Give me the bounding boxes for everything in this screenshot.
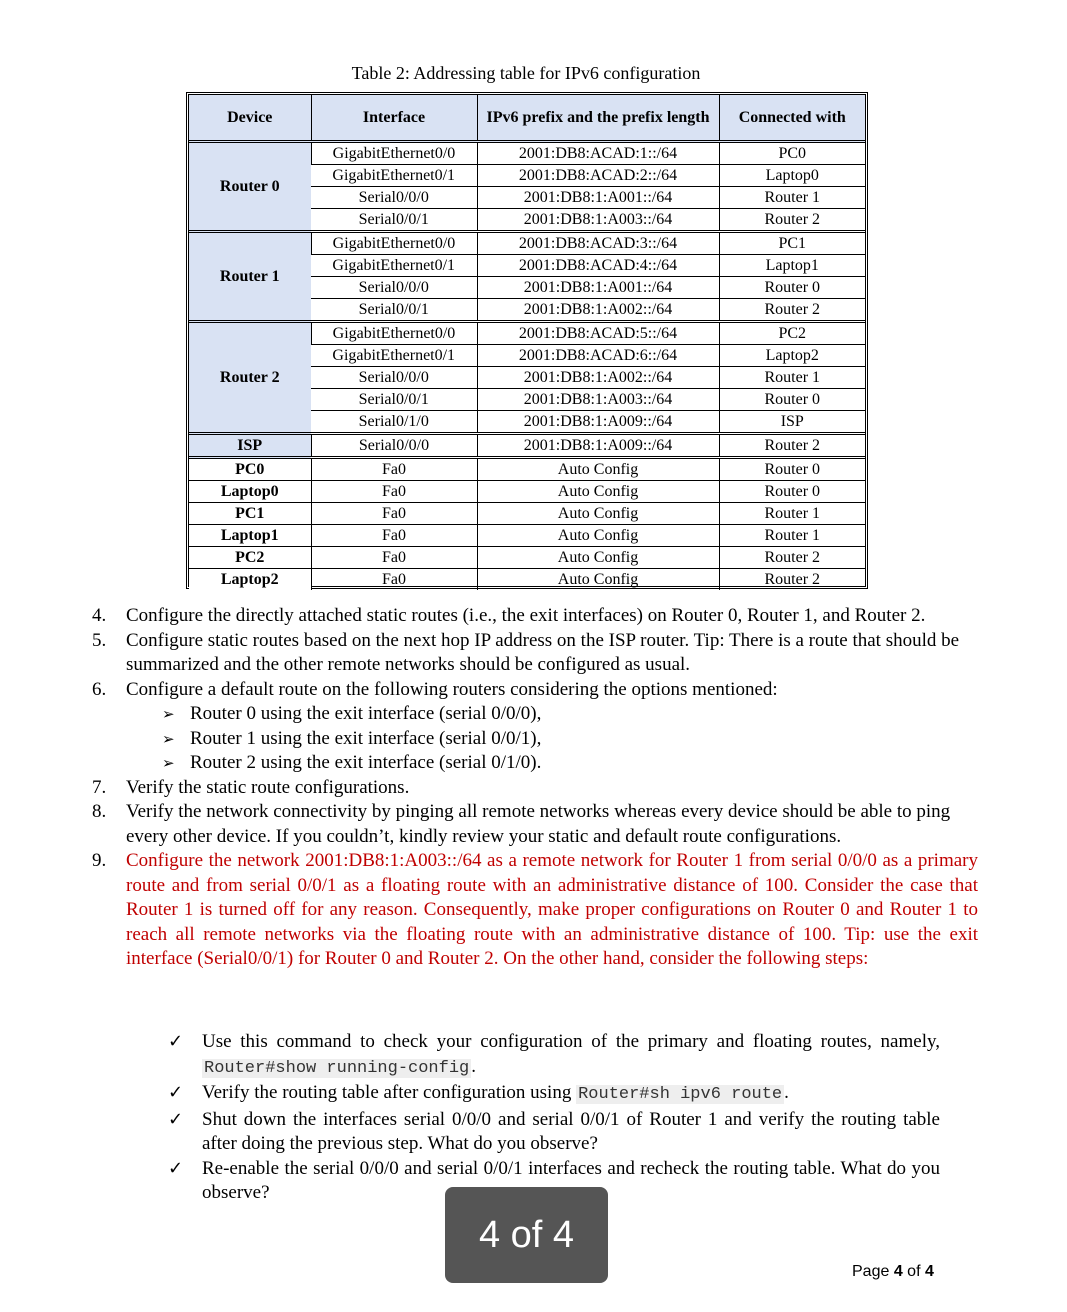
interface-cell: GigabitEthernet0/0 xyxy=(311,232,477,255)
footer-total: 4 xyxy=(924,1263,934,1280)
connected-cell: Router 1 xyxy=(719,187,865,209)
arrow-bullet-icon: ➢ xyxy=(162,754,175,772)
table-row xyxy=(189,481,865,503)
interface-cell: Serial0/0/1 xyxy=(311,299,477,322)
prefix-cell: 2001:DB8:1:A002::/64 xyxy=(477,367,719,389)
prefix-cell: Auto Config xyxy=(477,569,719,591)
interface-cell: Serial0/0/0 xyxy=(311,367,477,389)
prefix-cell: 2001:DB8:ACAD:4::/64 xyxy=(477,255,719,277)
instruction-number: 5. xyxy=(92,629,107,651)
device-cell: PC0 xyxy=(189,458,311,481)
instruction-item xyxy=(92,800,978,849)
device-cell: PC1 xyxy=(189,503,311,525)
checkmark-icon: ✓ xyxy=(168,1082,184,1103)
connected-cell: Router 1 xyxy=(719,367,865,389)
footer-current: 4 xyxy=(893,1263,903,1280)
device-cell: Laptop1 xyxy=(189,525,311,547)
device-cell: Router 2 xyxy=(189,322,311,434)
instruction-text: Verify the network connectivity by pinging all remote networks whereas every device should be able to ping every other device. If you couldn’t, kindly review your static and default route configurations. xyxy=(126,801,951,847)
check-text-end: . xyxy=(471,1055,476,1077)
device-cell: Laptop2 xyxy=(189,569,311,591)
table-row xyxy=(189,142,865,165)
interface-cell: GigabitEthernet0/1 xyxy=(311,255,477,277)
arrow-bullet-icon: ➢ xyxy=(162,705,175,723)
prefix-cell: Auto Config xyxy=(477,503,719,525)
page-indicator-overlay: 4 of 4 xyxy=(445,1187,608,1283)
prefix-cell: 2001:DB8:1:A001::/64 xyxy=(477,277,719,299)
prefix-cell: Auto Config xyxy=(477,458,719,481)
instruction-item xyxy=(92,849,978,972)
sub-list xyxy=(126,702,978,776)
sub-item-text: Router 2 using the exit interface (serial 0/1/0). xyxy=(190,752,542,773)
sub-item xyxy=(162,751,978,776)
connected-cell: Router 0 xyxy=(719,277,865,299)
connected-cell: PC2 xyxy=(719,322,865,345)
instruction-text: Verify the static route configurations. xyxy=(126,776,410,798)
header-prefix: IPv6 prefix and the prefix length xyxy=(477,95,719,142)
interface-cell: Serial0/0/0 xyxy=(311,434,477,458)
addressing-table xyxy=(186,92,868,589)
interface-cell: GigabitEthernet0/0 xyxy=(311,322,477,345)
sub-item-text: Router 0 using the exit interface (serial 0/0/0), xyxy=(190,703,542,724)
device-cell: Router 1 xyxy=(189,232,311,322)
instruction-item xyxy=(92,629,978,678)
arrow-bullet-icon: ➢ xyxy=(162,729,175,748)
instruction-item xyxy=(92,678,978,776)
interface-cell: Fa0 xyxy=(311,525,477,547)
table-row xyxy=(189,547,865,569)
check-item xyxy=(168,1108,940,1157)
table-row xyxy=(189,569,865,591)
sub-item xyxy=(162,702,978,727)
connected-cell: PC0 xyxy=(719,142,865,165)
steps-checklist xyxy=(168,1030,940,1206)
command-code: Router#show running-config xyxy=(204,1058,470,1078)
table-row xyxy=(189,434,865,458)
page-footer xyxy=(852,1263,934,1281)
prefix-cell: 2001:DB8:1:A002::/64 xyxy=(477,299,719,322)
table-row xyxy=(189,525,865,547)
check-text-end: . xyxy=(784,1082,789,1103)
check-text: Verify the routing table after configuration using xyxy=(202,1082,577,1103)
instruction-item xyxy=(92,776,978,801)
interface-cell: Fa0 xyxy=(311,458,477,481)
instruction-text: Configure the directly attached static routes (i.e., the exit interfaces) on Router 0, Router 1, and Router 2. xyxy=(126,605,926,626)
interface-cell: GigabitEthernet0/0 xyxy=(311,142,477,165)
instruction-number: 6. xyxy=(92,678,107,700)
instruction-text: Configure static routes based on the next hop IP address on the ISP router. Tip: There is a route that should be summarized and the other remote networks should be configured as usual. xyxy=(126,629,960,675)
checkmark-icon: ✓ xyxy=(168,1157,184,1179)
connected-cell: Router 0 xyxy=(719,389,865,411)
instruction-number: 7. xyxy=(92,776,107,798)
prefix-cell: Auto Config xyxy=(477,525,719,547)
prefix-cell: 2001:DB8:1:A001::/64 xyxy=(477,187,719,209)
device-cell: Router 0 xyxy=(189,142,311,232)
check-text: Shut down the interfaces serial 0/0/0 and serial 0/0/1 of Router 1 and verify the routing table after doing the previous step. What do you observe? xyxy=(202,1108,940,1154)
interface-cell: Fa0 xyxy=(311,569,477,591)
checkmark-icon: ✓ xyxy=(168,1031,184,1052)
connected-cell: Router 2 xyxy=(719,547,865,569)
check-text: Re-enable the serial 0/0/0 and serial 0/0/1 interfaces and recheck the routing table. What do you observe? xyxy=(202,1157,940,1203)
command-code: Router#sh ipv6 route xyxy=(578,1085,783,1104)
connected-cell: Laptop1 xyxy=(719,255,865,277)
instruction-number: 8. xyxy=(92,801,107,822)
interface-cell: Serial0/0/0 xyxy=(311,187,477,209)
instruction-number: 9. xyxy=(92,850,107,871)
device-cell: PC2 xyxy=(189,547,311,569)
instruction-item xyxy=(92,604,978,629)
header-connected: Connected with xyxy=(719,95,865,142)
sub-item xyxy=(162,727,978,752)
checkmark-icon: ✓ xyxy=(168,1108,184,1130)
prefix-cell: 2001:DB8:ACAD:1::/64 xyxy=(477,142,719,165)
interface-cell: GigabitEthernet0/1 xyxy=(311,345,477,367)
interface-cell: Fa0 xyxy=(311,503,477,525)
interface-cell: Serial0/1/0 xyxy=(311,411,477,434)
table-caption: Table 2: Addressing table for IPv6 configuration xyxy=(351,63,701,83)
header-device: Device xyxy=(189,95,311,142)
connected-cell: Router 0 xyxy=(719,458,865,481)
check-item xyxy=(168,1081,940,1108)
interface-cell: Fa0 xyxy=(311,547,477,569)
interface-cell: Serial0/0/1 xyxy=(311,389,477,411)
instruction-text: Configure the network 2001:DB8:1:A003::/64 as a remote network for Router 1 from serial 0/0/0 as a primary route and from serial 0/0/1 as a floating route with an administrative distance of 100. Consider the case that Router 1 is turned off for any reason. Consequently, make proper configurations on Router 0 and Router 1 to reach all remote networks via the floating route with an administrative distance of 100. Tip: use the exit interface (Serial0/0/1) for Router 0 and Router 2. On the other hand, consider the following steps: xyxy=(126,850,978,969)
prefix-cell: 2001:DB8:ACAD:2::/64 xyxy=(477,165,719,187)
interface-cell: Serial0/0/1 xyxy=(311,209,477,232)
connected-cell: Router 0 xyxy=(719,481,865,503)
sub-item-text: Router 1 using the exit interface (serial 0/0/1), xyxy=(190,727,542,749)
connected-cell: Laptop2 xyxy=(719,345,865,367)
prefix-cell: 2001:DB8:ACAD:6::/64 xyxy=(477,345,719,367)
interface-cell: Fa0 xyxy=(311,481,477,503)
connected-cell: Router 2 xyxy=(719,209,865,232)
connected-cell: Router 2 xyxy=(719,434,865,458)
interface-cell: GigabitEthernet0/1 xyxy=(311,165,477,187)
device-cell: ISP xyxy=(189,434,311,458)
instruction-list xyxy=(92,604,978,972)
prefix-cell: 2001:DB8:ACAD:5::/64 xyxy=(477,322,719,345)
prefix-cell: 2001:DB8:1:A003::/64 xyxy=(477,209,719,232)
table-row xyxy=(189,503,865,525)
instruction-number: 4. xyxy=(92,605,107,626)
addressing-table-grid xyxy=(189,95,865,590)
connected-cell: Laptop0 xyxy=(719,165,865,187)
connected-cell: Router 1 xyxy=(719,503,865,525)
connected-cell: Router 1 xyxy=(719,525,865,547)
prefix-cell: 2001:DB8:1:A009::/64 xyxy=(477,434,719,458)
connected-cell: ISP xyxy=(719,411,865,434)
check-item xyxy=(168,1030,940,1081)
connected-cell: Router 2 xyxy=(719,299,865,322)
prefix-cell: 2001:DB8:1:A009::/64 xyxy=(477,411,719,434)
prefix-cell: 2001:DB8:ACAD:3::/64 xyxy=(477,232,719,255)
prefix-cell: Auto Config xyxy=(477,481,719,503)
table-row xyxy=(189,322,865,345)
table-row xyxy=(189,232,865,255)
table-row xyxy=(189,458,865,481)
device-cell: Laptop0 xyxy=(189,481,311,503)
header-interface: Interface xyxy=(311,95,477,142)
connected-cell: Router 2 xyxy=(719,569,865,591)
instruction-text: Configure a default route on the following routers considering the options mentioned: xyxy=(126,678,778,700)
prefix-cell: 2001:DB8:1:A003::/64 xyxy=(477,389,719,411)
footer-prefix: Page xyxy=(852,1263,894,1280)
check-text: Use this command to check your configuration of the primary and floating routes, namely, xyxy=(202,1031,940,1052)
footer-middle: of xyxy=(902,1263,925,1280)
prefix-cell: Auto Config xyxy=(477,547,719,569)
connected-cell: PC1 xyxy=(719,232,865,255)
interface-cell: Serial0/0/0 xyxy=(311,277,477,299)
